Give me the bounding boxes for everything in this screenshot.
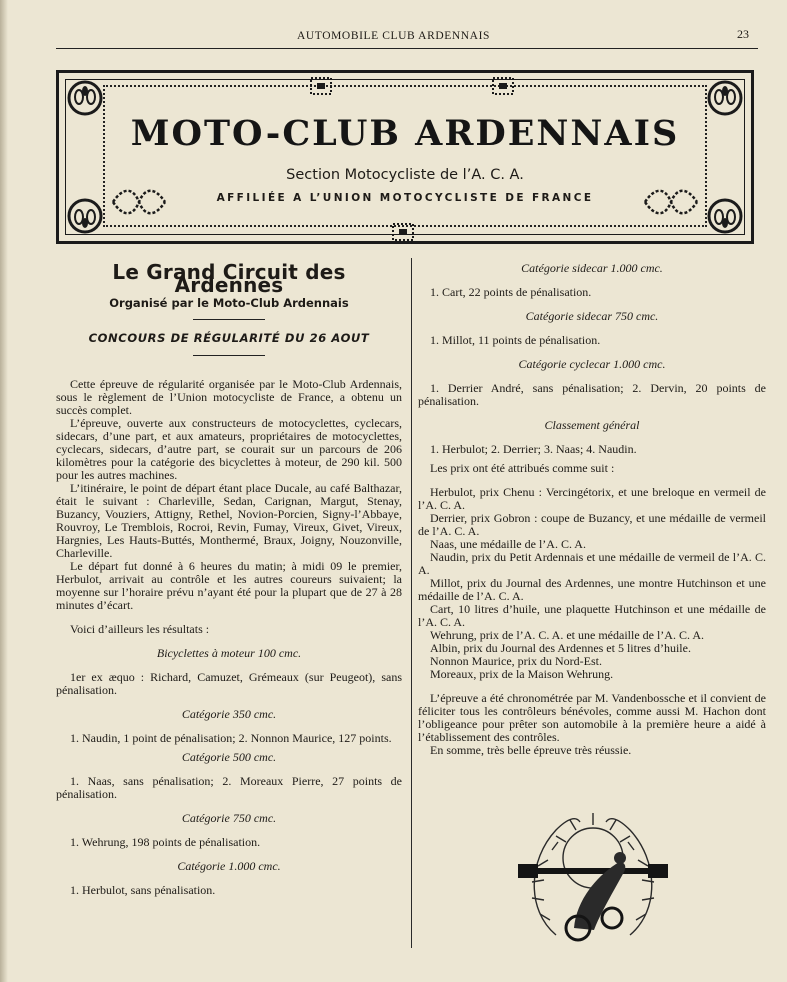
prize-item: Moreaux, prix de la Maison Wehrung. (430, 667, 614, 681)
result-line: 1. Naas, sans pénalisation; 2. Moreaux Pierre, 27 points de pénalisation. (56, 774, 402, 801)
left-column (56, 262, 402, 897)
prize-item: Naudin, prix du Petit Ardennais et une médaille de vermeil de l’A. C. A. (418, 550, 766, 577)
category-heading: Catégorie 750 cmc. (181, 811, 277, 825)
result-line: 1. Wehrung, 198 points de pénalisation. (70, 835, 261, 849)
banner-dotted-frame (103, 85, 707, 227)
page-spine-shadow (0, 0, 8, 982)
banner-subtitle: Section Motocycliste de l’A. C. A. (286, 167, 524, 183)
category-heading: Catégorie sidecar 750 cmc. (525, 309, 659, 323)
article-title: Le Grand Circuit des Ardennes (112, 260, 346, 297)
club-banner (56, 70, 754, 244)
paragraph: L’épreuve, ouverte aux constructeurs de motocyclettes, cyclecars, sidecars, d’une part, et aux amateurs, propriétaires de motocyclettes, cyclecars, sidecars, d’autre part, se courait sur un parcours de 206 kilomètres pour la catégorie des bicyclettes à moteur, de 290 kil. 500 pour les autres machines. (56, 416, 402, 482)
banner-affiliation: AFFILIÉE A L’UNION MOTOCYCLISTE DE FRANCE (216, 192, 594, 204)
prize-item: Nonnon Maurice, prix du Nord-Est. (430, 654, 602, 668)
paragraph: Le départ fut donné à 6 heures du matin; à midi 09 le premier, Herbulot, arrivait au contrôle et les autres coureurs suivaient; la moyenne sur l’horaire prévu n’ayant été pour la plupart que de 27 à 28 minutes d’écart. (56, 559, 402, 612)
result-line: 1. Millot, 11 points de pénalisation. (430, 333, 601, 347)
page-number: 23 (737, 27, 749, 41)
paragraph: L’itinéraire, le point de départ étant place Ducale, au café Balthazar, était le suivant : Charleville, Sedan, Carignan, Margut, Stenay, Buzancy, Vouziers, Attigny, Rethel, Novion-Porcien, Signy-l’Abbaye, Rouvroy, Le Tremblois, Rocroi, Revin, Fumay, Vireux, Givet, Vireux, Hargnies, Les Hauts-Buttés, Monthermé, Braux, Joigny, Nouzonville, Charleville. (56, 481, 402, 560)
category-heading: Bicyclettes à moteur 100 cmc. (156, 646, 302, 660)
result-line: 1. Cart, 22 points de pénalisation. (430, 285, 592, 299)
article-subtitle: Organisé par le Moto-Club Ardennais (109, 296, 349, 310)
header-rule (56, 48, 758, 49)
column-divider (411, 258, 412, 948)
result-line: 1er ex æquo : Richard, Camuzet, Grémeaux (sur Peugeot), sans pénalisation. (56, 670, 402, 697)
category-heading: Catégorie 500 cmc. (181, 750, 277, 764)
contest-rule (193, 355, 265, 356)
racing-car-emblem-icon (516, 800, 670, 950)
prize-item: Albin, prix du Journal des Ardennes et 5 litres d’huile. (430, 641, 691, 655)
prize-item: Wehrung, prix de l’A. C. A. et une médaille de l’A. C. A. (430, 628, 704, 642)
contest-heading: CONCOURS DE RÉGULARITÉ DU 26 AOUT (88, 331, 370, 345)
category-heading: Classement général (544, 418, 640, 432)
square-ornament-icon (307, 75, 335, 97)
closing-paragraph: En somme, très belle épreuve très réussie. (430, 743, 632, 757)
prize-item: Derrier, prix Gobron : coupe de Buzancy, et une médaille de vermeil de l’A. C. A. (418, 511, 766, 538)
result-line: 1. Derrier André, sans pénalisation; 2. Dervin, 20 points de pénalisation. (418, 381, 766, 408)
title-rule (193, 319, 265, 320)
prize-item: Naas, une médaille de l’A. C. A. (430, 537, 586, 551)
prize-item: Cart, 10 litres d’huile, une plaquette Hutchinson et une médaille de l’A. C. A. (418, 602, 766, 629)
prizes-intro: Les prix ont été attribués comme suit : (430, 461, 615, 475)
square-ornament-icon (489, 75, 517, 97)
result-line: 1. Naudin, 1 point de pénalisation; 2. Nonnon Maurice, 127 points. (70, 731, 392, 745)
result-line: 1. Herbulot, sans pénalisation. (70, 883, 216, 897)
paragraph: Voici d’ailleurs les résultats : (70, 622, 210, 636)
running-head: AUTOMOBILE CLUB ARDENNAIS (296, 30, 491, 42)
banner-title: MOTO-CLUB ARDENNAIS (130, 113, 680, 154)
category-heading: Catégorie cyclecar 1.000 cmc. (518, 357, 666, 371)
category-heading: Catégorie 350 cmc. (181, 707, 277, 721)
paragraph: Cette épreuve de régularité organisée par le Moto-Club Ardennais, sous le règlement de l’Union motocycliste de France, a obtenu un succès complet. (56, 377, 402, 417)
intro-text (56, 378, 402, 636)
right-column (418, 262, 766, 757)
result-line: 1. Herbulot; 2. Derrier; 3. Naas; 4. Naudin. (430, 442, 637, 456)
prize-item: Millot, prix du Journal des Ardennes, une montre Hutchinson et une médaille de l’A. C. A. (418, 576, 766, 603)
prize-item: Herbulot, prix Chenu : Vercingétorix, et une breloque en vermeil de l’A. C. A. (418, 485, 766, 512)
closing-paragraph: L’épreuve a été chronométrée par M. Vandenbossche et il convient de féliciter tous les contrôleurs bénévoles, comme aussi M. Hachon dont l’obligeance pour prêter son automobile à la première heure a aidé à l’établissement des contrôles. (418, 691, 766, 744)
square-ornament-icon (389, 221, 417, 243)
category-heading: Catégorie sidecar 1.000 cmc. (521, 261, 663, 275)
category-heading: Catégorie 1.000 cmc. (177, 859, 281, 873)
prize-list (418, 486, 766, 681)
